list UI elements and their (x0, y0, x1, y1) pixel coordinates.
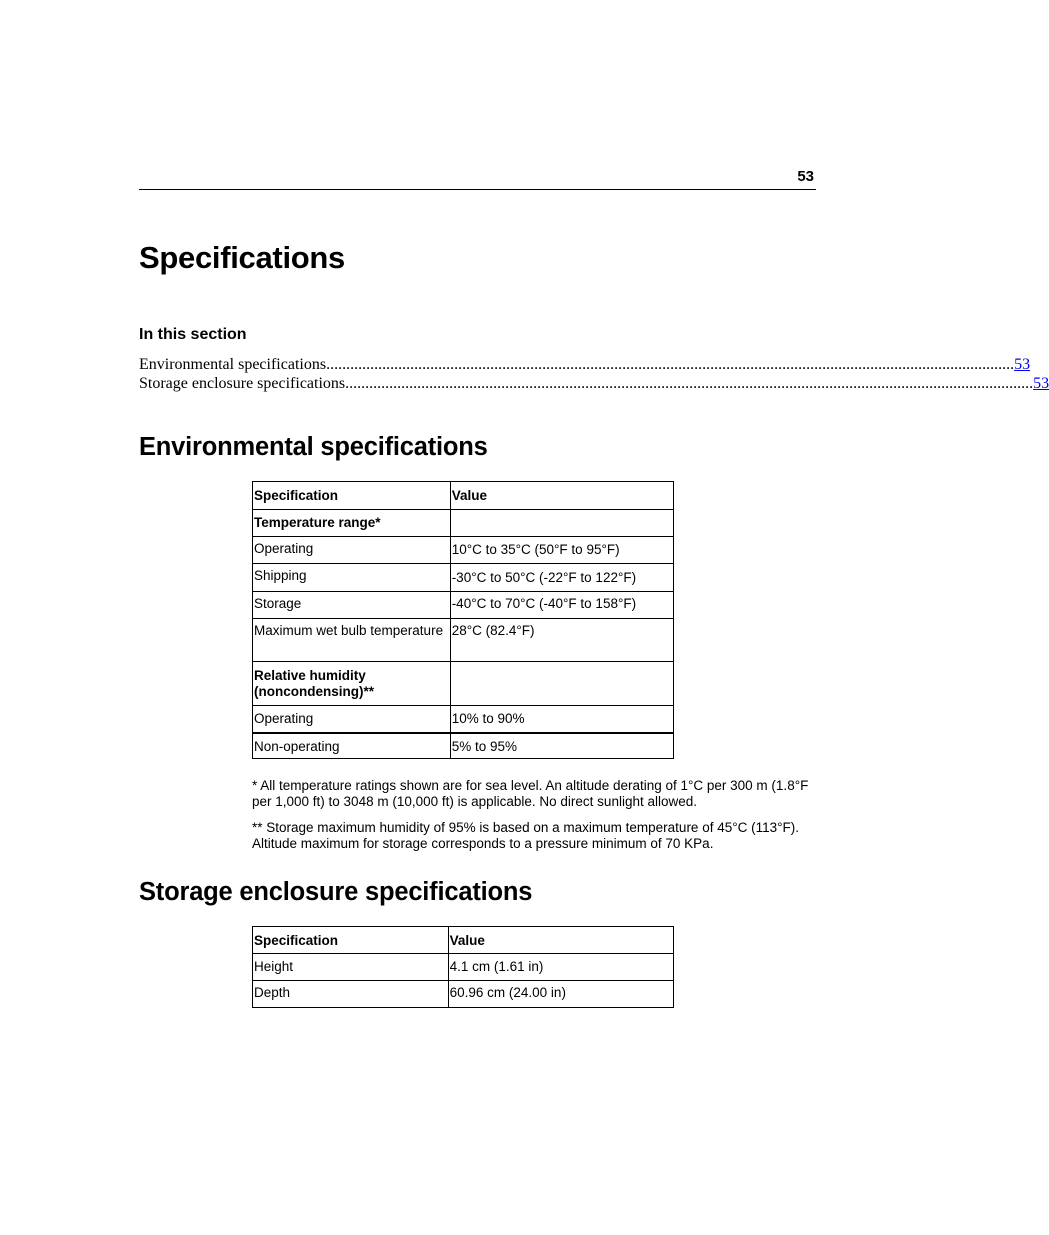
table-row (253, 510, 674, 537)
table-row (253, 954, 674, 981)
spec-value: 4.1 cm (1.61 in) (448, 954, 673, 981)
toc-entry[interactable] (139, 355, 1031, 374)
toc-leader: ............................................................................................................................................................................ (345, 375, 1034, 392)
table-row (253, 733, 674, 759)
environmental-spec-table (252, 481, 674, 759)
toc-entry-label: Environmental specifications (139, 356, 327, 373)
column-header: Value (450, 482, 673, 510)
table-row (253, 592, 674, 619)
section-heading-enclosure: Storage enclosure specifications (139, 878, 533, 906)
spec-label: Storage (253, 592, 451, 619)
toc-leader: ............................................................................................................................................................................ (326, 356, 1015, 373)
spec-label: Operating (253, 706, 451, 733)
table-row (253, 981, 674, 1008)
spec-value: 10% to 90% (450, 706, 673, 733)
spec-value: 5% to 95% (450, 733, 673, 759)
column-header: Specification (253, 927, 449, 954)
page-title: Specifications (139, 240, 345, 275)
footnote-humidity: ** Storage maximum humidity of 95% is based on a maximum temperature of 45°C (113°F). Altitude maximum for storage corresponds to a pressure minimum of 70 KPa. (252, 820, 800, 851)
table-row (253, 706, 674, 733)
spec-label: Non-operating (253, 733, 451, 759)
spec-value: -30°C to 50°C (-22°F to 122°F) (450, 564, 673, 592)
spec-value: -40°C to 70°C (-40°F to 158°F) (450, 592, 673, 619)
toc-entry-label: Storage enclosure specifications (139, 375, 346, 392)
spec-group-label: Temperature range* (253, 510, 451, 537)
section-heading-environmental: Environmental specifications (139, 433, 488, 461)
spec-label: Operating (253, 537, 451, 564)
enclosure-spec-table (252, 926, 674, 1008)
table-row (253, 564, 674, 592)
spec-label: Height (253, 954, 449, 981)
column-header: Value (448, 927, 673, 954)
table-header-row (253, 927, 674, 954)
spec-value: 60.96 cm (24.00 in) (448, 981, 673, 1008)
table-row (253, 537, 674, 564)
spec-group-label: Relative humidity (noncondensing)** (253, 662, 451, 706)
spec-value: 10°C to 35°C (50°F to 95°F) (450, 537, 673, 564)
table-row (253, 662, 674, 706)
header-rule (139, 189, 816, 190)
toc-entry[interactable] (139, 374, 1049, 393)
toc-page-link[interactable]: 53 (1033, 375, 1049, 392)
spec-value: 28°C (82.4°F) (450, 619, 673, 662)
page-number: 53 (797, 168, 814, 185)
toc (139, 355, 1049, 393)
spec-label: Maximum wet bulb temperature (253, 619, 451, 662)
footnote-temperature: * All temperature ratings shown are for sea level. An altitude derating of 1°C per 300 m (1.8°F per 1,000 ft) to 3048 m (10,000 ft) is applicable. No direct sunlight allowed. (252, 778, 809, 809)
toc-heading: In this section (139, 326, 247, 343)
spec-value (450, 510, 673, 537)
spec-label: Shipping (253, 564, 451, 592)
spec-label: Depth (253, 981, 449, 1008)
table-header-row (253, 482, 674, 510)
toc-page-link[interactable]: 53 (1014, 356, 1031, 373)
spec-value (450, 662, 673, 706)
table-row (253, 619, 674, 662)
column-header: Specification (253, 482, 451, 510)
